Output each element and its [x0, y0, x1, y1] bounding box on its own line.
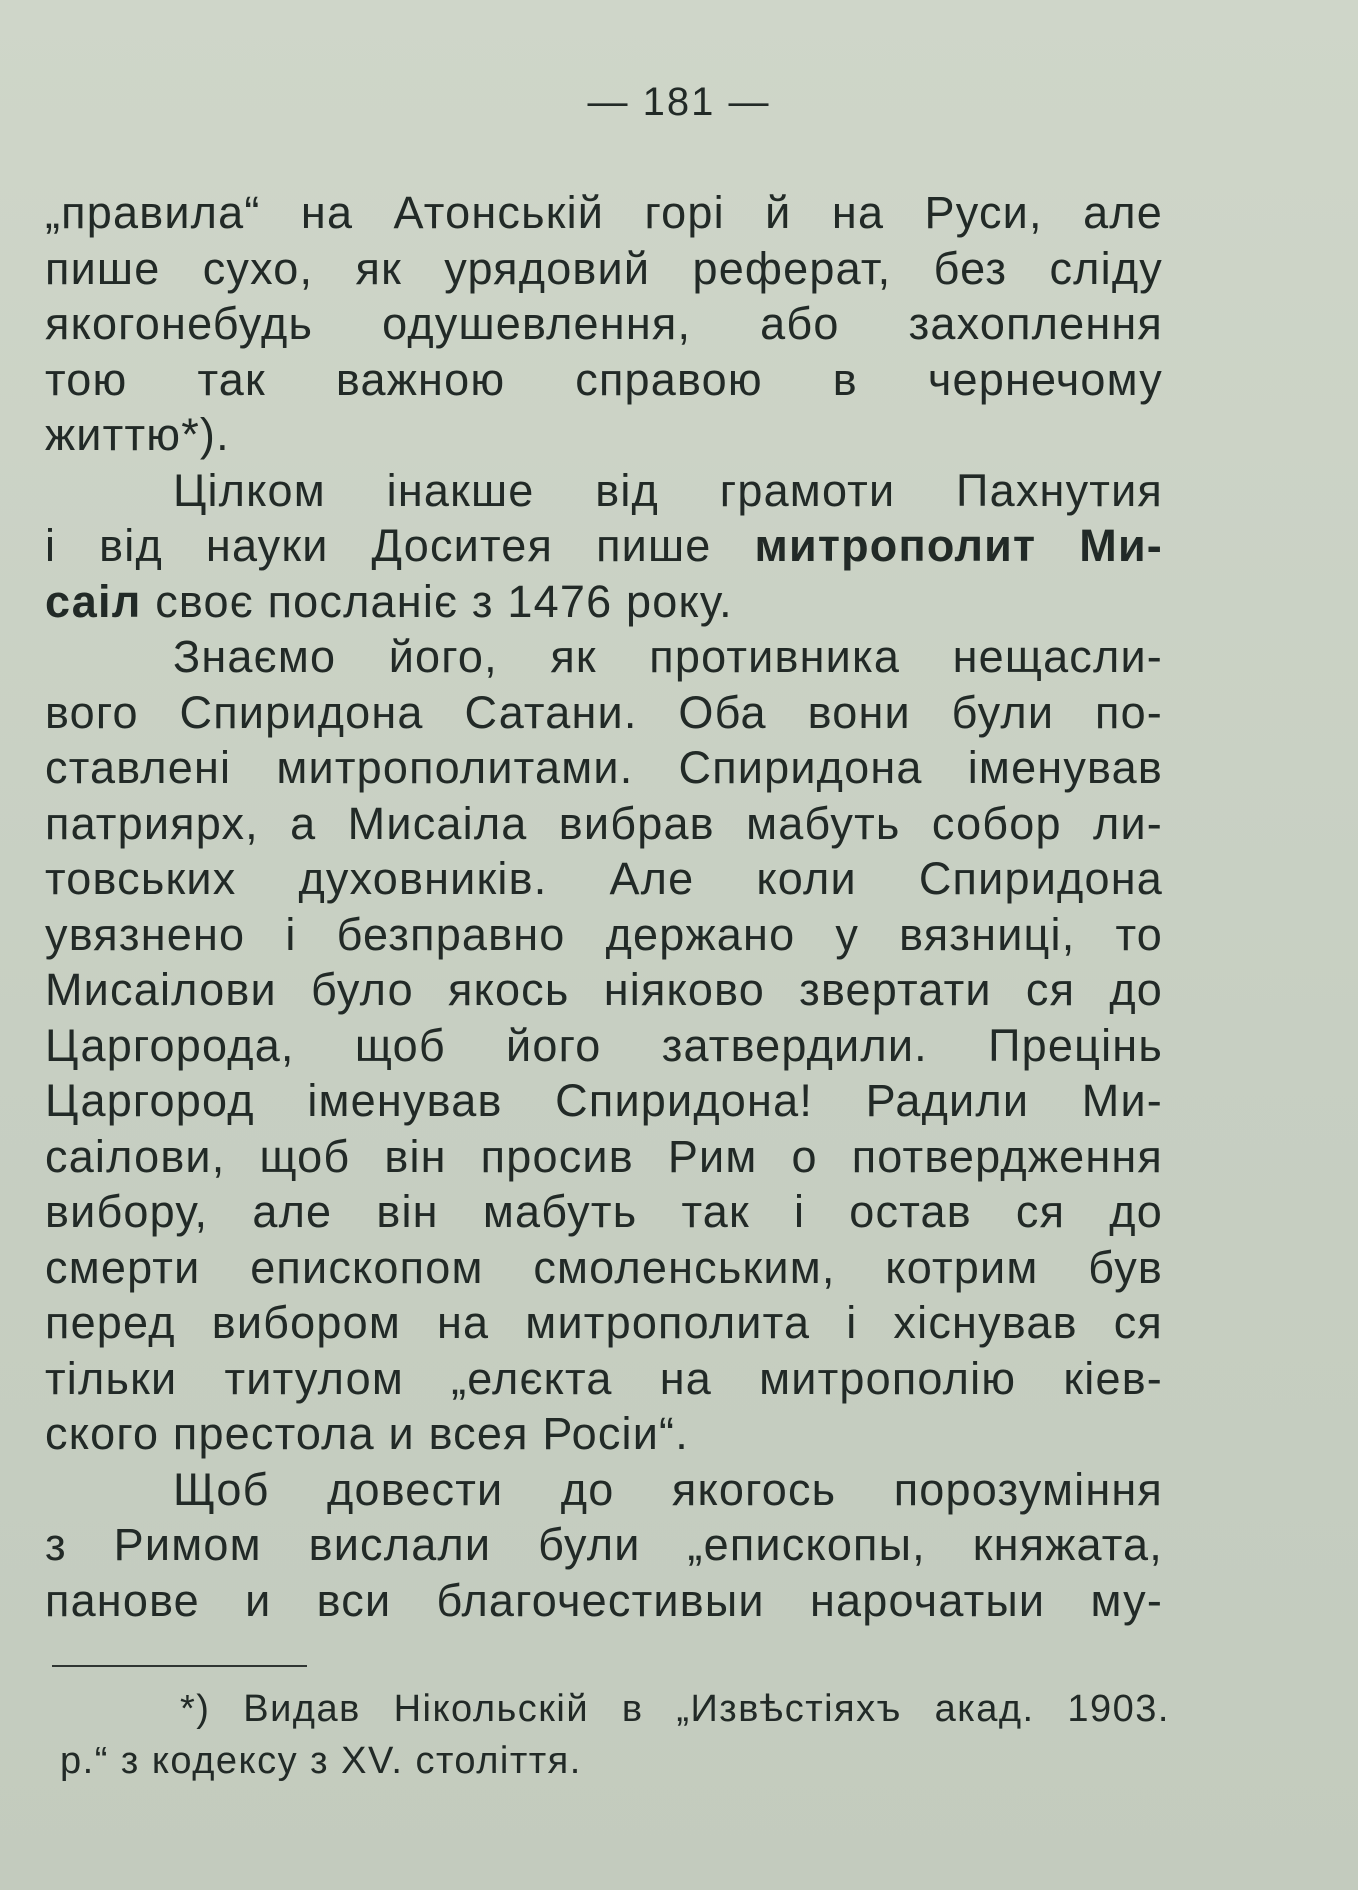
text-line: тільки титулом „елєкта на митрополію кіев-: [45, 1352, 1163, 1404]
text-line: Цілком інакше від грамоти Пахнутия: [173, 464, 1163, 516]
bold-name: митрополит Ми-: [754, 520, 1163, 571]
footnote-line: *) Видав Нікольскій в „Извѣстіяхъ акад. 1903.: [180, 1688, 1170, 1730]
paragraph: [45, 629, 1163, 1462]
text-line: з Римом вислали були „епископы, княжата,: [45, 1519, 1163, 1570]
text-line: вого Спиридона Сатани. Оба вони були по-: [45, 686, 1163, 738]
text-line: увязнено і безправно держано у вязниці, то: [45, 908, 1163, 960]
text-line: [45, 574, 1163, 630]
paragraph: [45, 1462, 1163, 1629]
text-line: якогонебудь одушевлення, або захоплення: [45, 298, 1163, 349]
paragraph: [45, 463, 1163, 630]
text-line: товських духовників. Але коли Спиридона: [45, 853, 1163, 904]
text-line: саілови, щоб він просив Рим о потвердження: [45, 1130, 1163, 1182]
paragraph: [45, 185, 1163, 463]
text-line: Мисаілови було якось ніяково звертати ся до: [45, 964, 1163, 1015]
page-number: — 181 —: [587, 80, 771, 124]
text-line: „правила“ на Атонській горі й на Руси, але: [45, 187, 1163, 238]
text-line: [45, 518, 1163, 574]
text-line: патриярх, а Мисаіла вибрав мабуть собор ли-: [45, 797, 1163, 849]
footnote: [60, 1683, 1170, 1787]
text-line: ского престола и всея Росіи“.: [45, 1408, 689, 1459]
text-line: Царгород іменував Спиридона! Радили Ми-: [45, 1075, 1163, 1126]
text-line: перед вибором на митрополита і хіснував ся: [45, 1297, 1163, 1348]
text-span: і від науки Доситея пише: [45, 520, 755, 571]
text-line: тою так важною справою в чернечому: [45, 353, 1163, 405]
text-line: вибору, але він мабуть так і остав ся до: [45, 1186, 1163, 1237]
text-line: Царгорода, щоб його затвердили. Прецінь: [45, 1019, 1163, 1071]
footnote-line: р.“ з кодексу з XV. століття.: [60, 1740, 582, 1782]
text-line: ставлені митрополитами. Спиридона іменував: [45, 742, 1163, 793]
main-text: [45, 185, 1163, 1628]
text-line: Щоб довести до якогось порозуміння: [173, 1463, 1163, 1515]
text-line: Знаємо його, як противника нещасли-: [173, 631, 1163, 682]
text-line: пише сухо, як урядовий реферат, без сліду: [45, 242, 1163, 294]
text-span: своє посланіє з 1476 року.: [141, 575, 733, 627]
text-line: смерти епископом смоленським, котрим був: [45, 1241, 1163, 1293]
bold-name: саіл: [45, 575, 142, 627]
text-line: життю*).: [45, 409, 230, 460]
text-line: панове и вси благочестивыи нарочатыи му-: [45, 1574, 1163, 1626]
footnote-divider: [52, 1665, 307, 1667]
